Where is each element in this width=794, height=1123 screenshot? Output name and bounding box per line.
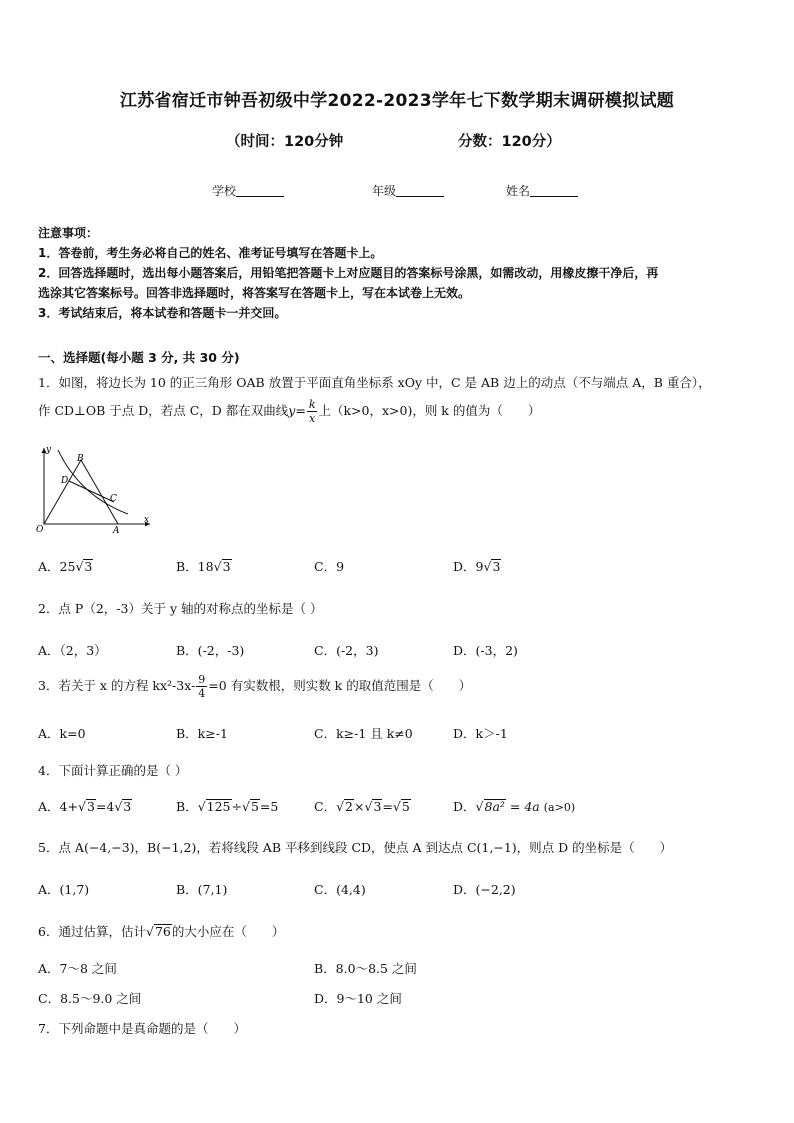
notes-block	[38, 223, 658, 323]
q4-stem: 4．下面计算正确的是（ ）	[38, 763, 188, 778]
q5-option-d[interactable]: D．(−2,2)	[453, 882, 516, 897]
q1-option-d[interactable]: D．9√3	[453, 559, 501, 574]
q4-option-d[interactable]: D．√8a² = 4a (a>0)	[453, 799, 576, 814]
q6-option-c[interactable]: C．8.5～9.0 之间	[38, 991, 142, 1006]
q6-option-b[interactable]: B．8.0～8.5 之间	[314, 961, 417, 976]
q2-option-d[interactable]: D．(-3，2)	[453, 643, 518, 658]
grade-field: 年级	[372, 182, 444, 199]
q2-option-b[interactable]: B．(-2，-3)	[176, 643, 245, 658]
note-item: 选涂其它答案标号。回答非选择题时，将答案写在答题卡上，写在本试卷上无效。	[38, 286, 471, 300]
q3-fraction: $\frac{9}{4}$	[198, 673, 206, 700]
q6-option-d[interactable]: D．9～10 之间	[314, 991, 402, 1006]
q5-stem: 5．点 A(−4,−3)，B(−1,2)，若将线段 AB 平移到线段 CD，使点 A 到达点 C(1,−1)，则点 D 的坐标是（ ）	[38, 840, 673, 855]
q3-stem: 3．若关于 x 的方程 kx²-3x- $\frac{9}{4}$ =0 有实数根，则实数 k 的取值范围是（ ）	[38, 673, 472, 700]
section-heading: 一、选择题(每小题 3 分, 共 30 分)	[38, 350, 240, 365]
exam-score: 分数：120分）	[458, 134, 561, 150]
q1-option-a[interactable]: A．25√3	[38, 559, 93, 574]
q3-option-a[interactable]: A．k=0	[38, 726, 86, 741]
q2-option-c[interactable]: C．(-2，3)	[314, 643, 379, 658]
note-item: 3．考试结束后，将本试卷和答题卡一并交回。	[38, 306, 287, 320]
school-field: 学校	[212, 182, 284, 199]
q1-figure	[32, 444, 157, 534]
q3-option-b[interactable]: B．k≥-1	[176, 726, 228, 741]
q5-option-b[interactable]: B．(7,1)	[176, 882, 228, 897]
segment-cd	[69, 481, 114, 502]
note-item: 1．答卷前，考生务必将自己的姓名、准考证号填写在答题卡上。	[38, 246, 383, 260]
q5-option-c[interactable]: C．(4,4)	[314, 882, 366, 897]
q6-option-a[interactable]: A．7～8 之间	[38, 961, 117, 976]
q3-option-c[interactable]: C．k≥-1 且 k≠0	[314, 726, 413, 741]
q1-line1: 1．如图，将边长为 10 的正三角形 OAB 放置于平面直角坐标系 xOy 中，C 是 AB 边上的动点（不与端点 A，B 重合），	[38, 375, 711, 390]
triangle-oab	[44, 460, 118, 524]
q7-stem: 7．下列命题中是真命题的是（ ）	[38, 1021, 246, 1036]
label-d: D	[61, 476, 69, 486]
q5-option-a[interactable]: A．(1,7)	[38, 882, 90, 897]
label-b: B	[77, 454, 84, 464]
notes-heading: 注意事项：	[38, 226, 99, 240]
label-x: x	[144, 515, 150, 525]
q1-line2: 作 CD⊥OB 于点 D，若点 C，D 都在双曲线y= $\frac{k}{x}$ 上（k>0，x>0)，则 k 的值为（ ）	[38, 398, 541, 425]
q3-option-d[interactable]: D．k＞-1	[453, 726, 508, 741]
q6-stem: 6．通过估算，估计√76的大小应在（ ）	[38, 924, 285, 939]
q4-option-a[interactable]: A．4+√3=4√3	[38, 799, 132, 814]
label-a: A	[113, 526, 120, 534]
note-item: 2．回答选择题时，选出每小题答案后，用铅笔把答题卡上对应题目的答案标号涂黑，如需改动，用橡皮擦干净后，再	[38, 266, 659, 280]
q1-option-b[interactable]: B．18√3	[176, 559, 231, 574]
q2-option-a[interactable]: A．（2，3）	[38, 643, 107, 658]
q2-stem: 2．点 P（2，-3）关于 y 轴的对称点的坐标是（ ）	[38, 601, 323, 616]
exam-time: （时间：120分钟	[226, 134, 344, 150]
q4-option-b[interactable]: B．√125÷√5=5	[176, 799, 279, 814]
label-o: O	[36, 525, 44, 534]
q1-fraction: $\frac{k}{x}$	[308, 398, 316, 425]
label-y: y	[46, 445, 52, 455]
q1-option-c[interactable]: C．9	[314, 559, 345, 574]
q4-option-c[interactable]: C．√2×√3=√5	[314, 799, 410, 814]
name-field: 姓名	[506, 182, 578, 199]
label-c: C	[110, 494, 117, 504]
exam-title: 江苏省宿迁市钟吾初级中学2022-2023学年七下数学期末调研模拟试题	[119, 91, 675, 111]
